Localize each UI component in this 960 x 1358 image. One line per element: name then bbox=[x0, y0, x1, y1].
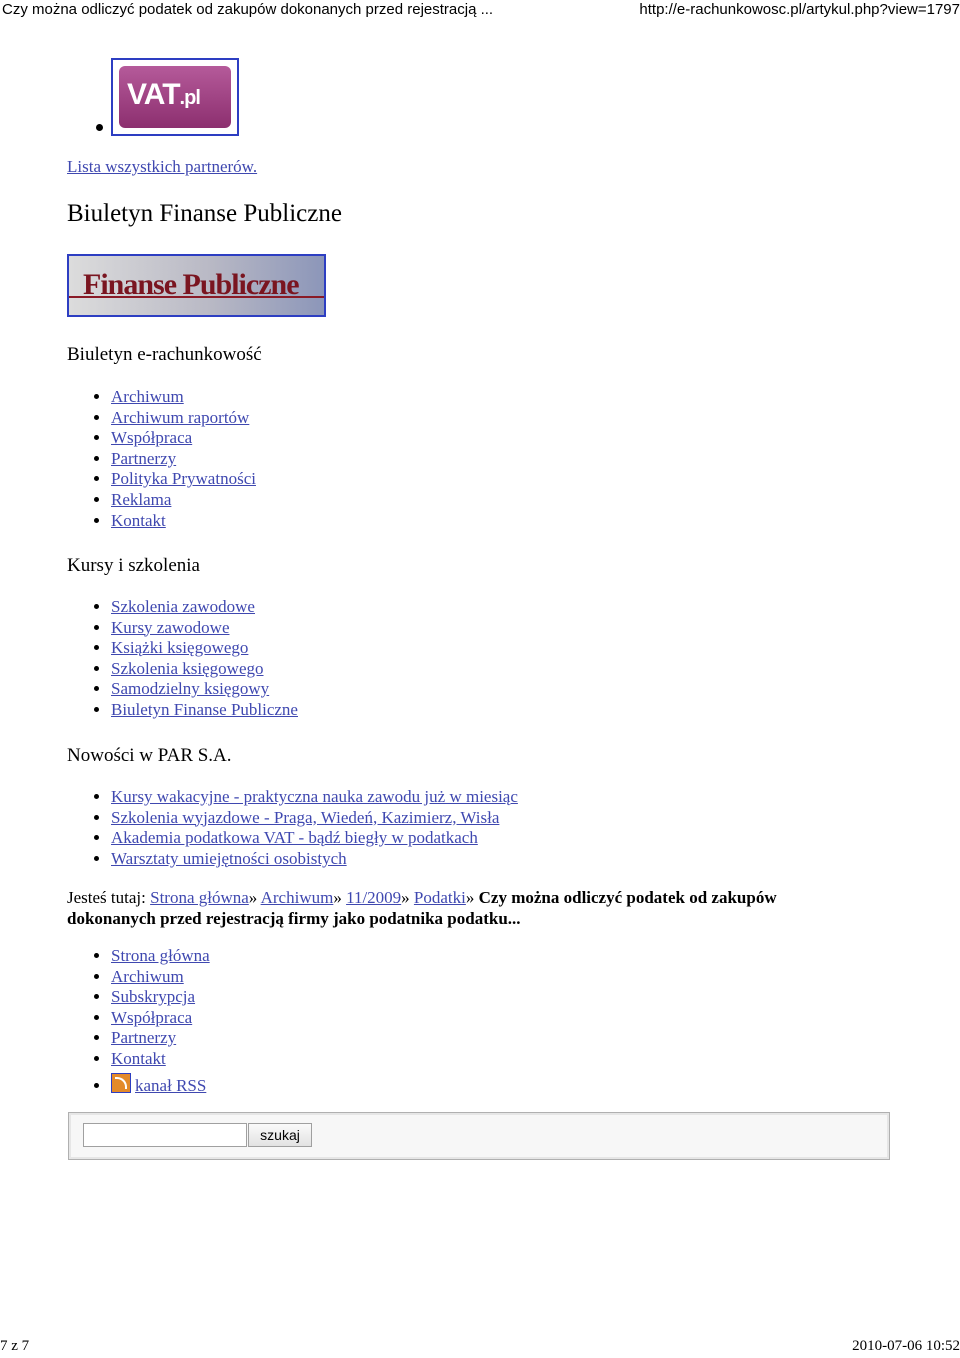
news-list bbox=[67, 787, 518, 869]
search-button[interactable]: szukaj bbox=[248, 1123, 312, 1147]
print-datetime: 2010-07-06 10:52 bbox=[852, 1338, 960, 1354]
bulletin-heading: Biuletyn Finanse Publiczne bbox=[67, 200, 342, 227]
all-partners-link[interactable]: Lista wszystkich partnerów. bbox=[67, 157, 258, 176]
courses-list bbox=[67, 597, 298, 721]
list-item bbox=[111, 659, 298, 680]
breadcrumb-archive[interactable]: Archiwum bbox=[260, 888, 334, 907]
banner-text: Finanse Publiczne bbox=[83, 268, 299, 301]
nav-rss[interactable] bbox=[111, 1076, 206, 1095]
nav-wspolpraca[interactable]: Współpraca bbox=[111, 1007, 193, 1027]
rss-label: kanał RSS bbox=[135, 1075, 207, 1095]
list-item bbox=[111, 597, 298, 618]
list-item bbox=[111, 1008, 210, 1029]
list-item bbox=[111, 490, 256, 511]
logo-text: VAT bbox=[127, 78, 180, 111]
nav-subskrypcja[interactable]: Subskrypcja bbox=[111, 987, 196, 1007]
link-biuletyn-finanse-publiczne[interactable]: Biuletyn Finanse Publiczne bbox=[111, 699, 298, 719]
nav-partnerzy[interactable]: Partnerzy bbox=[111, 1028, 177, 1048]
list-item bbox=[111, 987, 210, 1008]
list-item bbox=[111, 700, 298, 721]
breadcrumb-issue[interactable]: 11/2009 bbox=[346, 888, 402, 907]
list-item bbox=[111, 679, 298, 700]
print-header bbox=[0, 0, 960, 22]
link-szkolenia-ksiegowego[interactable]: Szkolenia księgowego bbox=[111, 658, 264, 678]
link-warsztaty[interactable]: Warsztaty umiejętności osobistych bbox=[111, 848, 347, 868]
section-heading-e-rachunkowosc: Biuletyn e-rachunkowość bbox=[67, 344, 262, 365]
list-item bbox=[111, 387, 256, 408]
list-item bbox=[111, 849, 518, 870]
link-reklama[interactable]: Reklama bbox=[111, 489, 172, 509]
print-footer bbox=[0, 1338, 960, 1358]
list-item bbox=[111, 1028, 210, 1049]
link-partnerzy[interactable]: Partnerzy bbox=[111, 448, 177, 468]
link-archiwum-raportow[interactable]: Archiwum raportów bbox=[111, 407, 250, 427]
page-url: http://e-rachunkowosc.pl/artykul.php?view=1797 bbox=[639, 1, 960, 18]
logo-suffix: .pl bbox=[179, 87, 200, 109]
vat-pl-logo bbox=[119, 66, 231, 128]
link-szkolenia-zawodowe[interactable]: Szkolenia zawodowe bbox=[111, 597, 255, 616]
breadcrumb-prefix: Jesteś tutaj: bbox=[67, 888, 146, 907]
link-archiwum[interactable]: Archiwum bbox=[111, 387, 184, 406]
nav-kontakt[interactable]: Kontakt bbox=[111, 1048, 166, 1068]
list-item bbox=[111, 946, 210, 967]
search-form bbox=[68, 1112, 890, 1160]
list-item bbox=[111, 511, 256, 532]
page-number: 7 z 7 bbox=[0, 1338, 30, 1354]
breadcrumb-home[interactable]: Strona główna bbox=[150, 888, 249, 907]
breadcrumb-separator: » bbox=[248, 888, 258, 907]
link-kursy-zawodowe[interactable]: Kursy zawodowe bbox=[111, 617, 230, 637]
nav-strona-glowna[interactable]: Strona główna bbox=[111, 946, 210, 965]
search-input[interactable] bbox=[83, 1123, 247, 1147]
list-bullet bbox=[96, 124, 103, 131]
link-szkolenia-wyjazdowe[interactable]: Szkolenia wyjazdowe - Praga, Wiedeń, Kazimierz, Wisła bbox=[111, 807, 500, 827]
section-heading-courses: Kursy i szkolenia bbox=[67, 555, 200, 576]
list-item bbox=[111, 828, 518, 849]
nav-archiwum[interactable]: Archiwum bbox=[111, 966, 184, 986]
list-item bbox=[111, 408, 256, 429]
breadcrumb-separator: » bbox=[465, 888, 475, 907]
link-kontakt[interactable]: Kontakt bbox=[111, 510, 166, 530]
breadcrumb bbox=[67, 887, 867, 929]
rss-icon bbox=[111, 1073, 131, 1093]
bottom-nav bbox=[67, 946, 210, 1096]
list-item bbox=[111, 787, 518, 808]
list-item bbox=[111, 618, 298, 639]
e-rachunkowosc-list bbox=[67, 387, 256, 531]
finanse-publiczne-banner[interactable] bbox=[67, 254, 326, 317]
section-heading-news: Nowości w PAR S.A. bbox=[67, 745, 232, 766]
list-item bbox=[111, 428, 256, 449]
list-item bbox=[111, 449, 256, 470]
breadcrumb-separator: » bbox=[333, 888, 342, 907]
link-samodzielny-ksiegowy[interactable]: Samodzielny księgowy bbox=[111, 679, 270, 699]
list-item bbox=[111, 1073, 210, 1097]
vat-pl-logo-link[interactable] bbox=[111, 58, 239, 136]
link-akademia-podatkowa[interactable]: Akademia podatkowa VAT - bądź biegły w podatkach bbox=[111, 828, 478, 848]
link-kursy-wakacyjne[interactable]: Kursy wakacyjne - praktyczna nauka zawodu już w miesiąc bbox=[111, 787, 518, 806]
link-ksiazki-ksiegowego[interactable]: Książki księgowego bbox=[111, 638, 249, 658]
list-item bbox=[111, 808, 518, 829]
link-wspolpraca[interactable]: Współpraca bbox=[111, 428, 193, 448]
breadcrumb-current: Czy można odliczyć podatek od zakupów dokonanych przed rejestracją firmy jako podatnika podatku... bbox=[67, 888, 777, 928]
list-item bbox=[111, 638, 298, 659]
list-item bbox=[111, 1049, 210, 1070]
list-item bbox=[111, 469, 256, 490]
link-polityka-prywatnosci[interactable]: Polityka Prywatności bbox=[111, 469, 256, 489]
breadcrumb-separator: » bbox=[401, 888, 410, 907]
list-item bbox=[111, 967, 210, 988]
page-title: Czy można odliczyć podatek od zakupów dokonanych przed rejestracją ... bbox=[2, 1, 494, 18]
breadcrumb-category[interactable]: Podatki bbox=[413, 888, 466, 907]
